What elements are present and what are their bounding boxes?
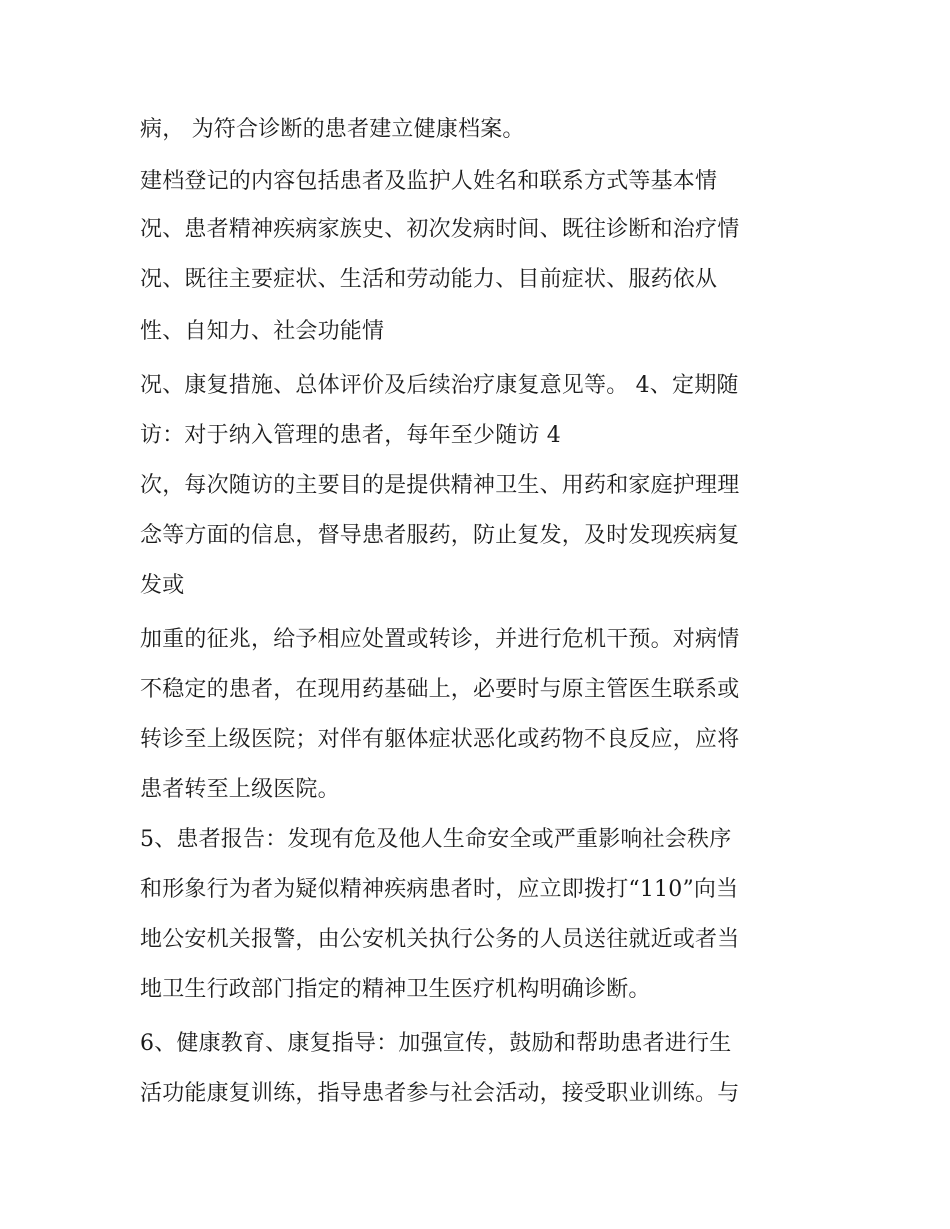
text-line: 地公安机关报警，由公安机关执行公务的人员送往就近或者当 <box>140 927 740 952</box>
text-line: 访：对于纳入管理的患者，每年至少随访 4 <box>140 423 561 448</box>
text-line: 6、健康教育、康复指导：加强宣传，鼓励和帮助患者进行生 <box>140 1031 732 1056</box>
text-line: 转诊至上级医院；对伴有躯体症状恶化或药物不良反应，应将 <box>140 727 740 752</box>
text-line: 患者转至上级医院。 <box>140 777 340 802</box>
text-line: 5、患者报告：发现有危及他人生命安全或严重影响社会秩序 <box>140 827 732 852</box>
text-line: 和形象行为者为疑似精神疾病患者时，应立即拨打“110”向当 <box>140 877 739 902</box>
text-line: 念等方面的信息，督导患者服药，防止复发，及时发现疾病复 <box>140 523 740 548</box>
text-line: 加重的征兆，给予相应处置或转诊，并进行危机干预。对病情 <box>140 627 740 652</box>
text-line: 发或 <box>140 573 185 598</box>
text-line: 况、患者精神疾病家族史、初次发病时间、既往诊断和治疗情 <box>140 217 740 242</box>
text-line: 建档登记的内容包括患者及监护人姓名和联系方式等基本情 <box>140 169 718 194</box>
text-line: 况、康复措施、总体评价及后续治疗康复意见等。 4、定期随 <box>140 373 739 398</box>
text-line: 不稳定的患者，在现用药基础上，必要时与原主管医生联系或 <box>140 677 740 702</box>
text-line: 性、自知力、社会功能情 <box>140 319 385 344</box>
text-line: 况、既往主要症状、生活和劳动能力、目前症状、服药依从 <box>140 267 718 292</box>
text-line: 次，每次随访的主要目的是提供精神卫生、用药和家庭护理理 <box>140 473 740 498</box>
text-line: 活功能康复训练，指导患者参与社会活动，接受职业训练。与 <box>140 1081 740 1106</box>
text-line: 病， 为符合诊断的患者建立健康档案。 <box>140 117 525 142</box>
text-line: 地卫生行政部门指定的精神卫生医疗机构明确诊断。 <box>140 977 651 1002</box>
